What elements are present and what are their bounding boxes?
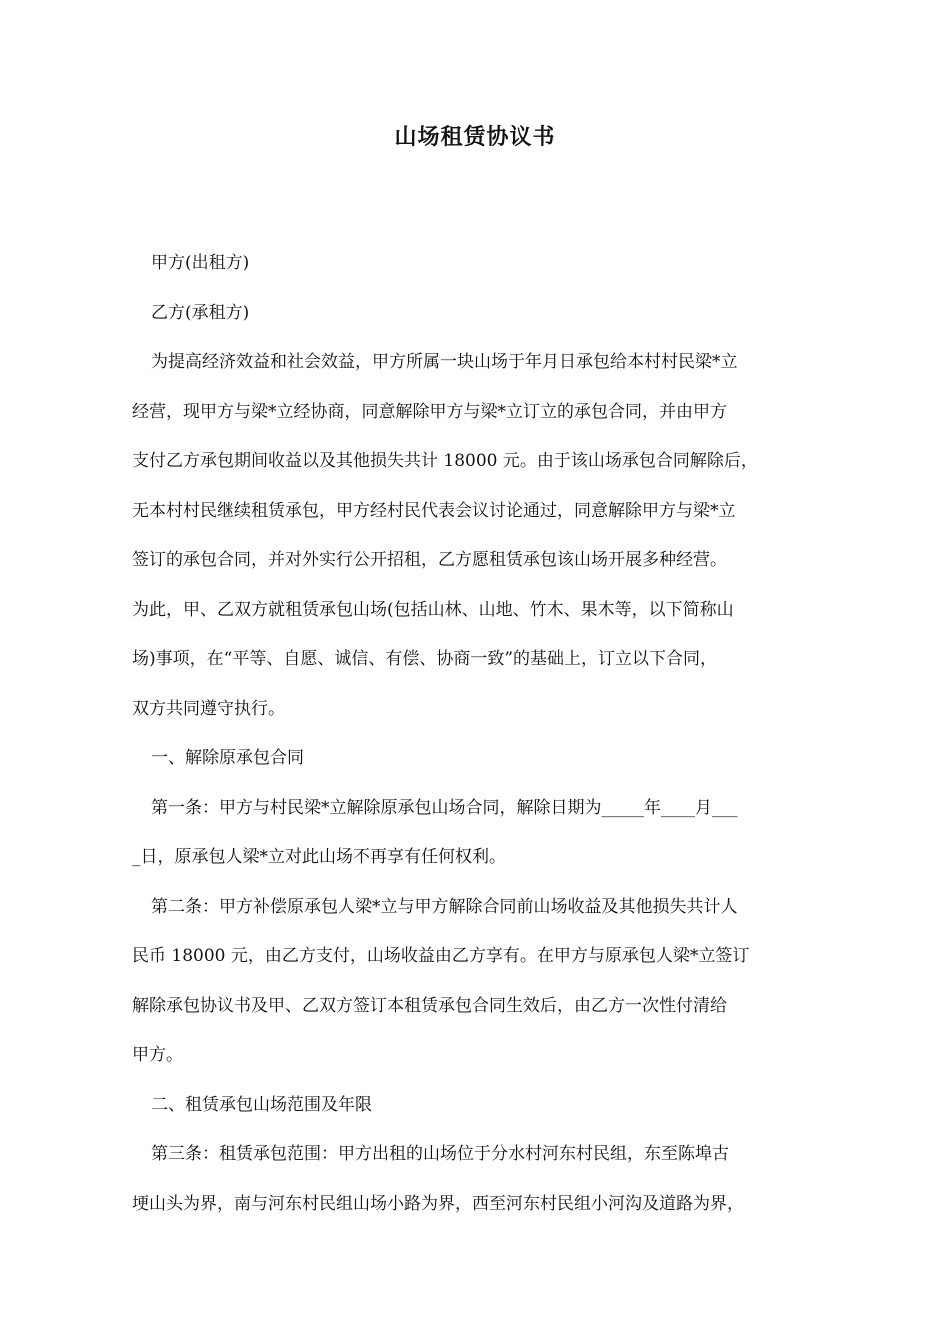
preamble-line-8: 双方共同遵守执行。 <box>132 698 285 719</box>
preamble-line-4: 无本村村民继续租赁承包，甲方经村民代表会议讨论通过，同意解除甲方与梁*立 <box>132 500 736 521</box>
article-2 <box>132 883 822 1081</box>
article-1-line-2: _日，原承包人梁*立对此山场不再享有任何权利。 <box>132 847 506 867</box>
article-2-line-1: 第二条：甲方补偿原承包人梁*立与甲方解除合同前山场收益及其他损失共计人 <box>151 896 738 917</box>
preamble-line-3: 支付乙方承包期间收益以及其他损失共计 18000 元。由于该山场承包合同解除后， <box>132 451 758 471</box>
document-title: 山场租赁协议书 <box>394 125 556 150</box>
section-heading-2 <box>132 1081 822 1131</box>
preamble-paragraph <box>132 338 822 734</box>
article-2-line-3: 解除承包协议书及甲、乙双方签订本租赁承包合同生效后，由乙方一次性付清给 <box>132 995 727 1016</box>
document-body <box>132 239 822 1229</box>
party-b-text: 乙方(承租方) <box>151 302 250 323</box>
section-heading-2-text: 二、租赁承包山场范围及年限 <box>151 1094 372 1115</box>
article-1 <box>132 784 822 883</box>
preamble-line-2: 经营，现甲方与梁*立经协商，同意解除甲方与梁*立订立的承包合同，并由甲方 <box>132 401 727 422</box>
preamble-line-7: 场)事项，在“平等、自愿、诚信、有偿、协商一致”的基础上，订立以下合同， <box>132 649 718 669</box>
preamble-line-6: 为此，甲、乙双方就租赁承包山场(包括山林、山地、竹木、果木等，以下简称山 <box>132 599 734 620</box>
article-1-line-1: 第一条：甲方与村民梁*立解除原承包山场合同，解除日期为_____年____月___ <box>151 797 738 818</box>
article-2-line-4: 甲方。 <box>132 1045 183 1065</box>
preamble-line-5: 签订的承包合同，并对外实行公开招租，乙方愿租赁承包该山场开展多种经营。 <box>132 550 727 570</box>
party-a-line <box>132 239 822 289</box>
party-a-text: 甲方(出租方) <box>151 253 250 273</box>
article-3-line-1: 第三条：租赁承包范围：甲方出租的山场位于分水村河东村民组，东至陈埠古 <box>151 1144 729 1164</box>
section-heading-1-text: 一、解除原承包合同 <box>151 748 304 768</box>
party-b-line <box>132 289 822 339</box>
preamble-line-1: 为提高经济效益和社会效益，甲方所属一块山场于年月日承包给本村村民梁*立 <box>151 352 738 372</box>
article-3-line-2: 埂山头为界，南与河东村民组山场小路为界，西至河东村民组小河沟及道路为界， <box>132 1193 744 1214</box>
article-2-line-2: 民币 18000 元，由乙方支付，山场收益由乙方享有。在甲方与原承包人梁*立签订 <box>132 946 750 966</box>
section-heading-1 <box>132 734 822 784</box>
article-3 <box>132 1130 822 1229</box>
